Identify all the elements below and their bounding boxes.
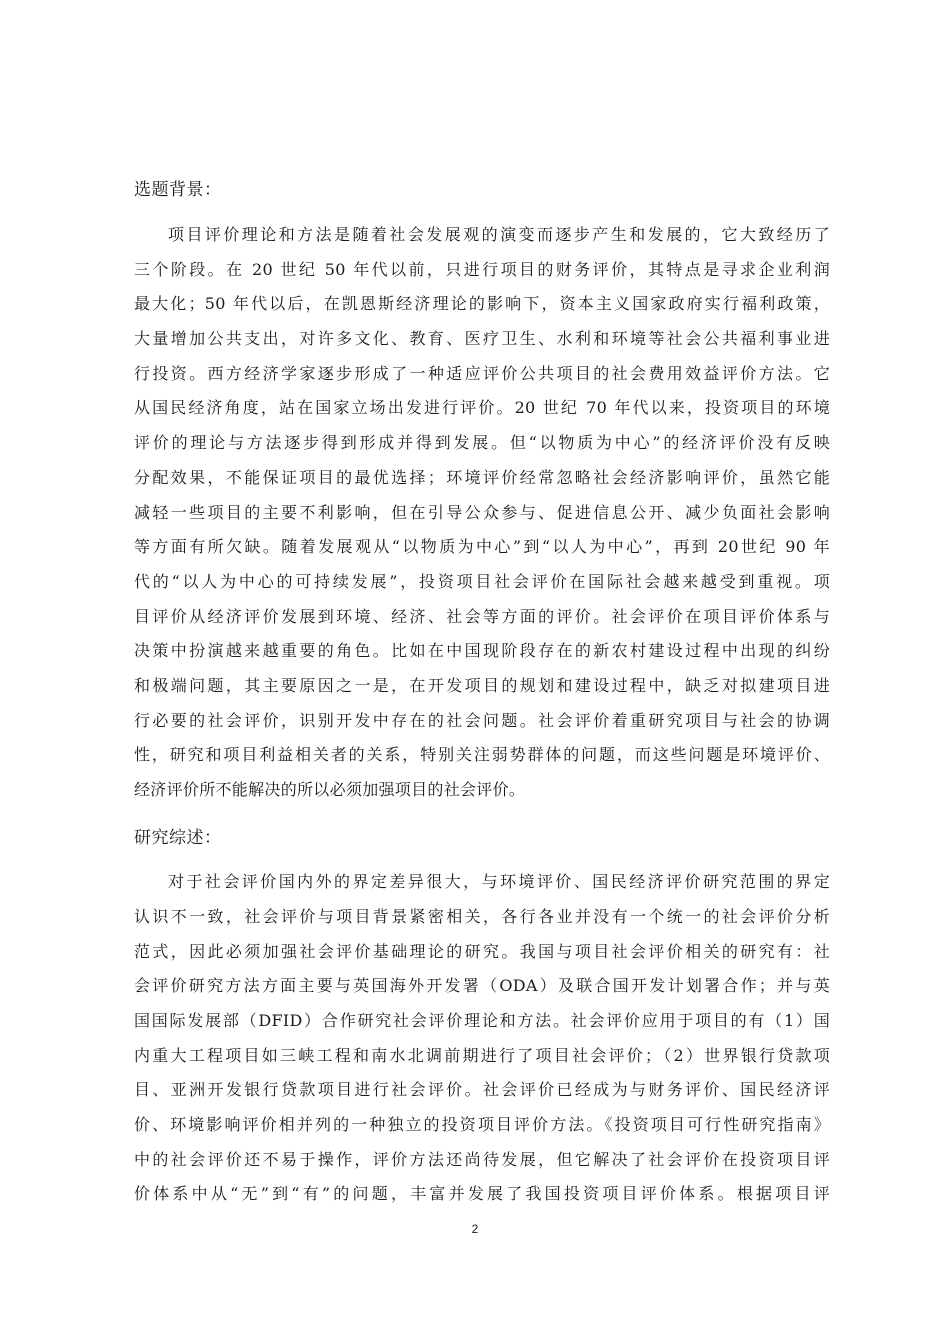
paragraph-line: 价体系中从“无”到“有”的问题，丰富并发展了我国投资项目评价体系。根据项目评 — [134, 1184, 830, 1203]
page-number: 2 — [471, 1222, 479, 1236]
paragraph-line: 行必要的社会评价，识别开发中存在的社会问题。社会评价着重研究项目与社会的协调 — [134, 711, 830, 730]
paragraph-line: 分配效果，不能保证项目的最优选择；环境评价经常忽略社会经济影响评价，虽然它能 — [134, 468, 830, 487]
paragraph-line: 三个阶段。在 20 世纪 50 年代以前，只进行项目的财务评价，其特点是寻求企业利润 — [134, 260, 830, 279]
paragraph-line: 会评价研究方法方面主要与英国海外开发署（ODA）及联合国开发计划署合作；并与英 — [134, 976, 830, 995]
paragraph-line: 决策中扮演越来越重要的角色。比如在中国现阶段存在的新农村建设过程中出现的纠纷 — [134, 641, 830, 660]
paragraph-line: 等方面有所欠缺。随着发展观从“以物质为中心”到“以人为中心”，再到 20世纪 90 年 — [134, 537, 830, 556]
section-heading-background: 选题背景： — [134, 180, 222, 200]
paragraph-line: 最大化；50 年代以后，在凯恩斯经济理论的影响下，资本主义国家政府实行福利政策， — [134, 294, 830, 313]
section-heading-review: 研究综述： — [134, 828, 222, 848]
paragraph-line: 项目评价理论和方法是随着社会发展观的演变而逐步产生和发展的，它大致经历了 — [168, 225, 830, 244]
paragraph-line: 和极端问题，其主要原因之一是，在开发项目的规划和建设过程中，缺乏对拟建项目进 — [134, 676, 830, 695]
paragraph-line: 中的社会评价还不易于操作，评价方法还尚待发展，但它解决了社会评价在投资项目评 — [134, 1150, 830, 1169]
paragraph-line: 代的“以人为中心的可持续发展”，投资项目社会评价在国际社会越来越受到重视。项 — [134, 572, 830, 591]
paragraph-line: 行投资。西方经济学家逐步形成了一种适应评价公共项目的社会费用效益评价方法。它 — [134, 364, 830, 383]
paragraph-line: 目、亚洲开发银行贷款项目进行社会评价。社会评价已经成为与财务评价、国民经济评 — [134, 1080, 830, 1099]
paragraph-line: 国国际发展部（DFID）合作研究社会评价理论和方法。社会评价应用于项目的有（1）国 — [134, 1011, 830, 1030]
paragraph-line: 目评价从经济评价发展到环境、经济、社会等方面的评价。社会评价在项目评价体系与 — [134, 607, 830, 626]
paragraph-line: 减轻一些项目的主要不利影响，但在引导公众参与、促进信息公开、减少负面社会影响 — [134, 503, 830, 522]
paragraph-line: 范式，因此必须加强社会评价基础理论的研究。我国与项目社会评价相关的研究有：社 — [134, 942, 830, 961]
paragraph-line: 价、环境影响评价相并列的一种独立的投资项目评价方法。《投资项目可行性研究指南》 — [134, 1115, 830, 1134]
paragraph-line: 评价的理论与方法逐步得到形成并得到发展。但“以物质为中心”的经济评价没有反映 — [134, 433, 830, 452]
paragraph-line: 对于社会评价国内外的界定差异很大，与环境评价、国民经济评价研究范围的界定 — [168, 872, 830, 891]
paragraph-line: 经济评价所不能解决的所以必须加强项目的社会评价。 — [134, 780, 526, 799]
paragraph-line: 从国民经济角度，站在国家立场出发进行评价。20 世纪 70 年代以来，投资项目的环境 — [134, 398, 830, 417]
paragraph-line: 大量增加公共支出，对许多文化、教育、医疗卫生、水利和环境等社会公共福利事业进 — [134, 329, 830, 348]
paragraph-line: 内重大工程项目如三峡工程和南水北调前期进行了项目社会评价；（2）世界银行贷款项 — [134, 1046, 830, 1065]
paragraph-line: 认识不一致，社会评价与项目背景紧密相关，各行各业并没有一个统一的社会评价分析 — [134, 907, 830, 926]
paragraph-line: 性，研究和项目利益相关者的关系，特别关注弱势群体的问题，而这些问题是环境评价、 — [134, 745, 830, 764]
